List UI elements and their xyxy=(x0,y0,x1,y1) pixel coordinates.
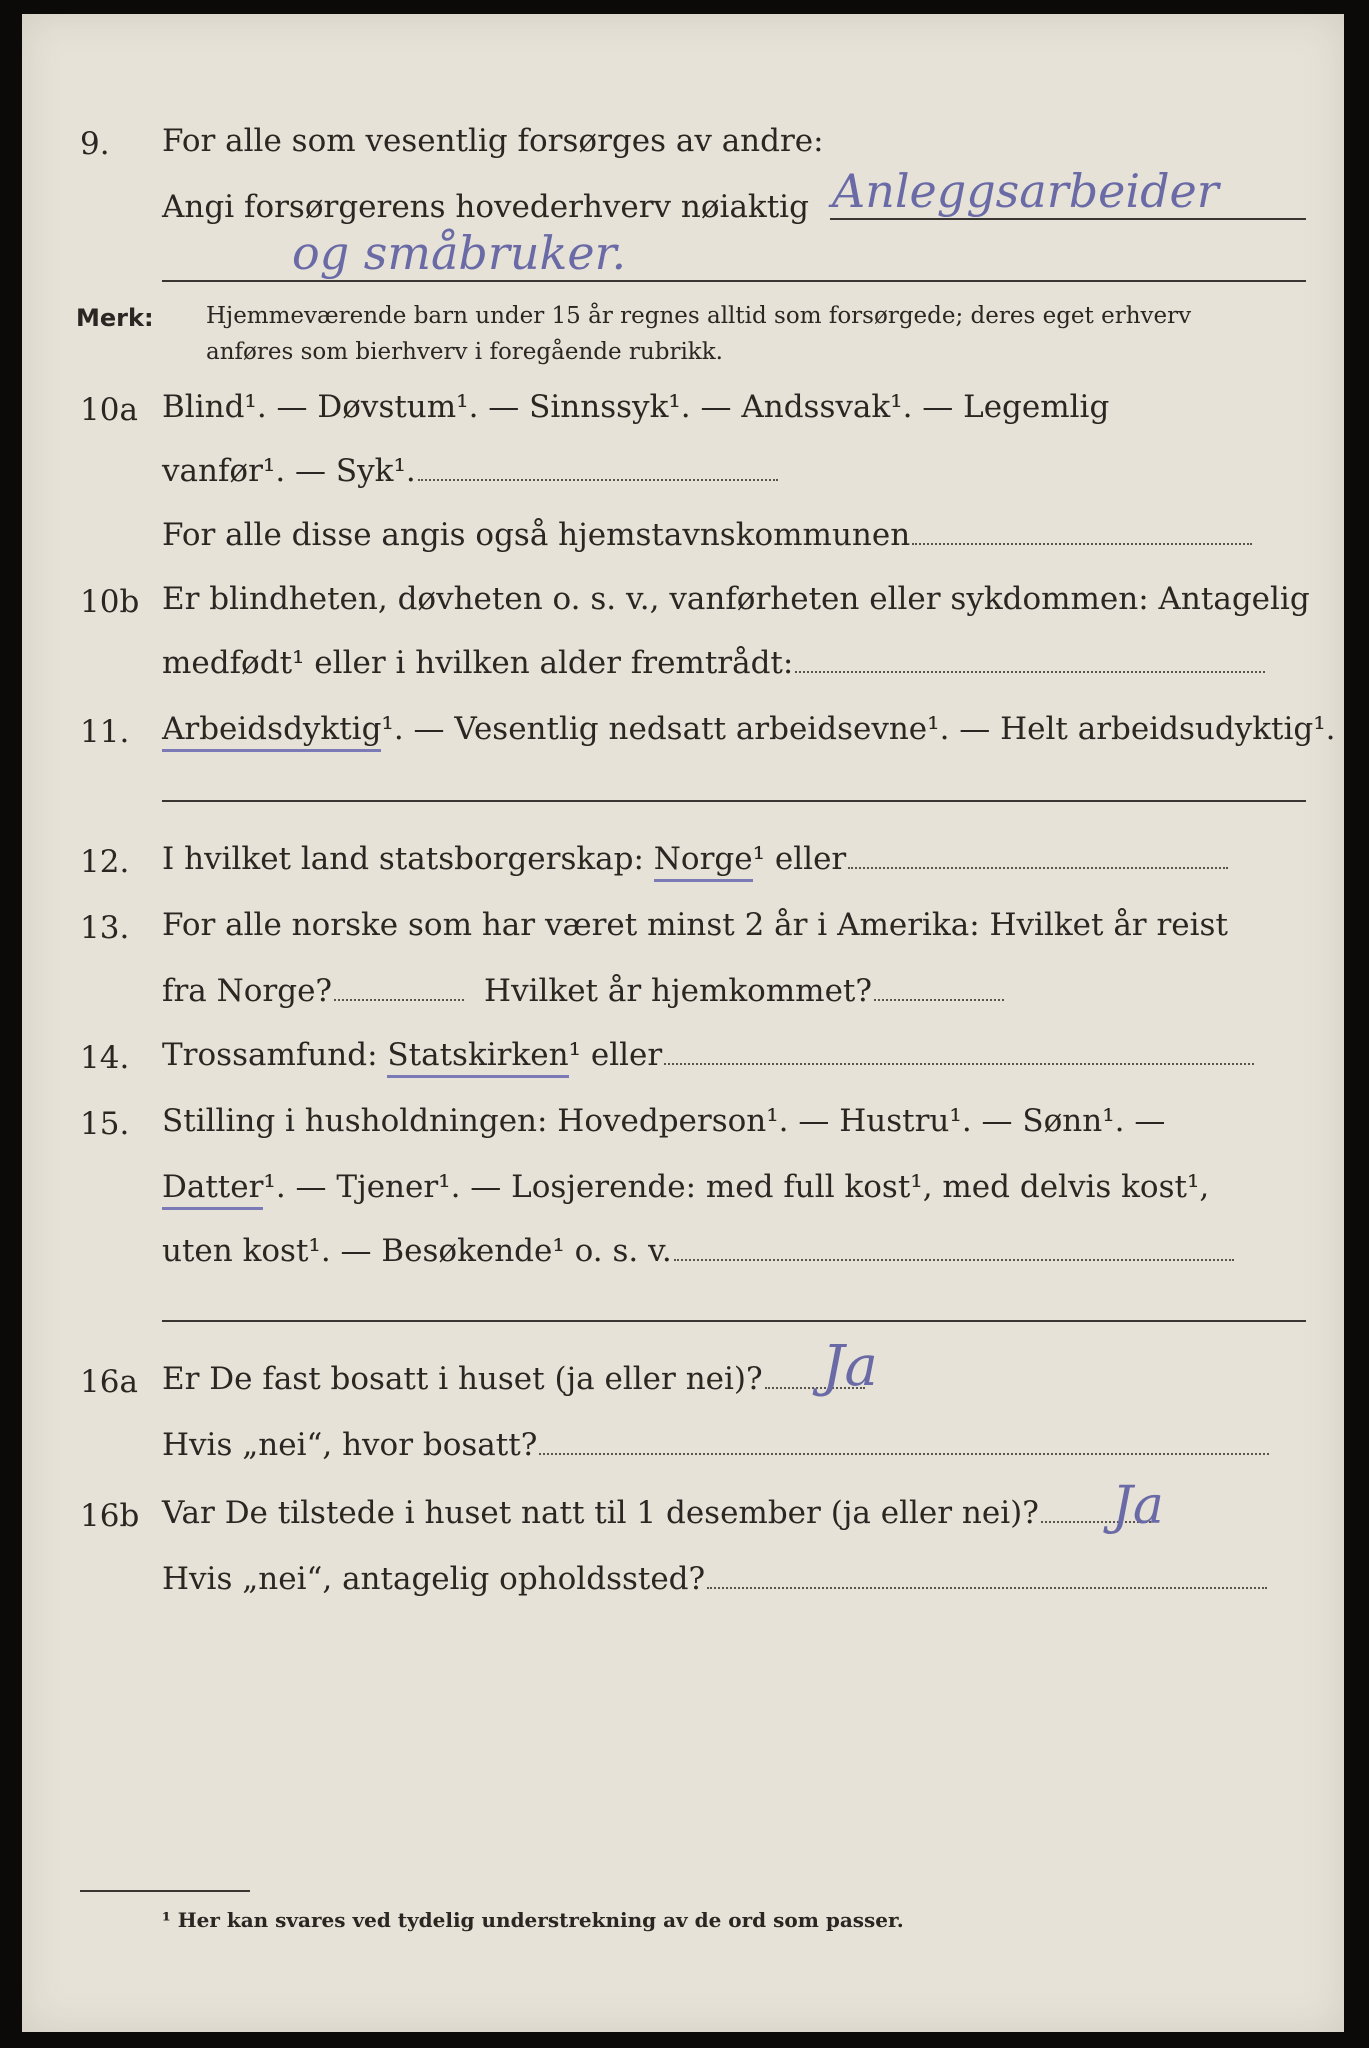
q12-dots xyxy=(848,861,1228,869)
q16b-line1 xyxy=(162,1495,1151,1531)
q14-line xyxy=(162,1037,1254,1073)
q12-text: I hvilket land statsborgerskap: xyxy=(162,841,644,877)
q10b-line2-dots xyxy=(795,665,1265,673)
q9-line1: For alle som vesentlig forsørges av andre: xyxy=(162,123,824,159)
q13-line2a: fra Norge? xyxy=(162,973,333,1009)
q9-answer-rule-1 xyxy=(830,218,1306,220)
q16b-number: 16b xyxy=(80,1498,140,1534)
q16a-line1-text: Er De fast bosatt i huset (ja eller nei)? xyxy=(162,1361,763,1397)
q16b-line2 xyxy=(162,1561,1267,1597)
q11-rest: ¹. — Vesentlig nedsatt arbeidsevne¹. — Helt arbeidsudyktig¹. xyxy=(381,711,1336,747)
q9-handwritten-answer-2: og småbruker. xyxy=(292,226,627,280)
q10a-line2-dots xyxy=(418,473,778,481)
q14-rest: ¹ eller xyxy=(568,1037,663,1073)
q9-line2-text: Angi forsørgerens hovederhverv nøiaktig xyxy=(162,189,809,225)
q11-number: 11. xyxy=(80,714,130,750)
q13-line1: For alle norske som har været minst 2 år i Amerika: Hvilket år reist xyxy=(162,907,1228,943)
q10b-line1: Er blindheten, døvheten o. s. v., vanførheten eller sykdommen: Antagelig xyxy=(162,581,1310,617)
q9-number: 9. xyxy=(80,126,110,162)
q14-text: Trossamfund: xyxy=(162,1037,378,1073)
q13-line2b-dots xyxy=(874,993,1004,1001)
q16a-handwritten-answer: Ja xyxy=(822,1334,878,1399)
q15-line2-rest: ¹. — Tjener¹. — Losjerende: med full kost¹, med delvis kost¹, xyxy=(263,1169,1210,1205)
q11-answer-rule xyxy=(162,800,1306,802)
q13-line2b: Hvilket år hjemkommet? xyxy=(484,973,873,1009)
q16b-line2-text: Hvis „nei“, antagelig opholdssted? xyxy=(162,1561,706,1597)
q10a-line1: Blind¹. — Døvstum¹. — Sinnssyk¹. — Andssvak¹. — Legemlig xyxy=(162,389,1110,425)
q10b-line2-text: medfødt¹ eller i hvilken alder fremtrådt: xyxy=(162,645,794,681)
q16b-line1-text: Var De tilstede i huset natt til 1 desember (ja eller nei)? xyxy=(162,1495,1039,1531)
q14-dots xyxy=(664,1057,1254,1065)
q15-line3-dots xyxy=(674,1253,1234,1261)
q9-handwritten-answer-1: Anleggsarbeider xyxy=(832,164,1219,218)
q16a-line1 xyxy=(162,1361,865,1397)
q15-line2 xyxy=(162,1169,1210,1205)
q10a-line3 xyxy=(162,517,1252,553)
q13-line2a-dots xyxy=(334,993,464,1001)
q15-underlined-answer: Datter xyxy=(162,1169,263,1210)
q16a-line2-text: Hvis „nei“, hvor bosatt? xyxy=(162,1427,538,1463)
merk-label: Merk: xyxy=(76,304,154,332)
footnote-rule xyxy=(80,1890,250,1892)
footnote: ¹ Her kan svares ved tydelig understrekning av de ord som passer. xyxy=(162,1908,904,1932)
q12-underlined-answer: Norge xyxy=(654,841,753,882)
q15-answer-rule xyxy=(162,1320,1306,1322)
q10a-line2 xyxy=(162,453,778,489)
q12-rest: ¹ eller xyxy=(752,841,847,877)
q12-number: 12. xyxy=(80,844,130,880)
q11-underlined-answer: Arbeidsdyktig xyxy=(162,711,381,752)
q9-line2 xyxy=(162,189,809,225)
q16b-handwritten-answer: Ja xyxy=(1112,1476,1164,1536)
merk-text-line2: anføres som bierhverv i foregående rubrikk. xyxy=(206,339,723,365)
q14-number: 14. xyxy=(80,1040,130,1076)
q16a-number: 16a xyxy=(80,1364,138,1400)
q16a-line2 xyxy=(162,1427,1269,1463)
q10a-line3-dots xyxy=(912,537,1252,545)
q13-number: 13. xyxy=(80,910,130,946)
q10b-number: 10b xyxy=(80,584,140,620)
q15-number: 15. xyxy=(80,1106,130,1142)
q10a-line2-text: vanfør¹. — Syk¹. xyxy=(162,453,416,489)
merk-text-line1: Hjemmeværende barn under 15 år regnes alltid som forsørgede; deres eget erhverv xyxy=(206,303,1192,329)
merk-text xyxy=(206,298,1306,370)
q16b-line2-dots xyxy=(707,1581,1267,1589)
census-form-page xyxy=(22,14,1344,2032)
q15-line3 xyxy=(162,1233,1234,1269)
q12-line xyxy=(162,841,1228,877)
q16a-line2-dots xyxy=(539,1447,1269,1455)
q10a-number: 10a xyxy=(80,392,138,428)
q14-underlined-answer: Statskirken xyxy=(387,1037,568,1078)
q11-line xyxy=(162,711,1336,747)
q13-line2 xyxy=(162,973,1004,1009)
q15-line3-text: uten kost¹. — Besøkende¹ o. s. v. xyxy=(162,1233,672,1269)
q9-answer-rule-2 xyxy=(162,280,1306,282)
q15-line1: Stilling i husholdningen: Hovedperson¹. — Hustru¹. — Sønn¹. — xyxy=(162,1103,1166,1139)
q10b-line2 xyxy=(162,645,1265,681)
q10a-line3-text: For alle disse angis også hjemstavnskommunen xyxy=(162,517,911,553)
